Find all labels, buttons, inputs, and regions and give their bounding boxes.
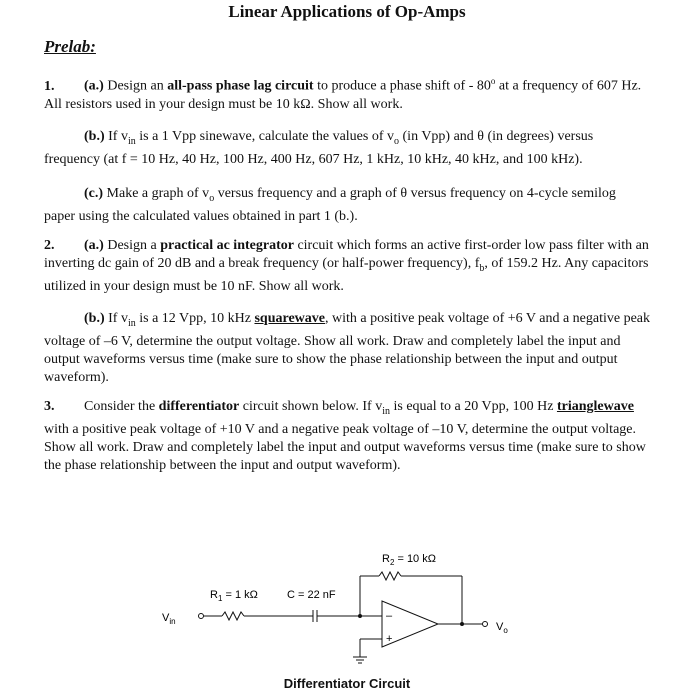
circuit-caption: Differentiator Circuit xyxy=(283,676,411,691)
q2b-text2: is a 12 Vpp, 10 kHz xyxy=(139,311,251,326)
q1a-text3: at a frequency of 607 Hz. All resistors used in your design must be 10 kΩ. Show all work. xyxy=(44,78,642,112)
q1-number: 1. xyxy=(44,78,55,94)
q2a-text2: circuit which forms an active first-order low pass filter with an inverting dc gain of 20 dB and a break frequency (or half-power frequency), f xyxy=(44,238,649,271)
q3-bold: differentiator xyxy=(158,399,240,414)
q1b-sub2: o xyxy=(394,135,400,147)
q1b-text3: (in Vpp) and θ (in degrees) versus frequency (at f = 10 Hz, 40 Hz, 100 Hz, 400 Hz, 607 Hz, 1 kHz, 10 kHz, 40 kHz, and 100 kHz). xyxy=(44,129,594,167)
page-title: Linear Applications of Op-Amps xyxy=(228,2,466,21)
op-amp-minus: – xyxy=(386,610,393,622)
r2-label: $R_2 = 10$ kΩ xyxy=(382,553,436,567)
q3-bold2: trianglewave xyxy=(556,399,634,414)
q3-paragraph xyxy=(44,398,650,475)
q2a-paragraph xyxy=(44,237,650,296)
vo-label: $V_o$ xyxy=(496,621,508,635)
q1a-label: (a.) xyxy=(84,78,104,94)
q2a-bold: practical ac integrator xyxy=(160,238,294,253)
q1b-text1: If v xyxy=(108,129,128,144)
q2b-text3: , with a positive peak voltage of +6 V and a negative peak voltage of –6 V, determine the output voltage. Show all work. Draw and completely label the input and output waveforms versus time (make sure to show the phase relationship between the input and output waveform). xyxy=(44,311,651,385)
differentiator-circuit xyxy=(150,545,530,673)
q3-sub: in xyxy=(382,405,390,417)
q3-text3: is equal to a 20 Vpp, 100 Hz xyxy=(393,399,554,414)
q1a-text2: to produce a phase shift of - 80 xyxy=(317,78,491,94)
q1a-paragraph xyxy=(44,72,650,114)
q1c-text1: Make a graph of v xyxy=(106,186,210,201)
q2a-text1: Design a xyxy=(107,238,157,253)
q1c-text2: versus frequency and a graph of θ versus frequency on 4-cycle semilog paper using the calculated values obtained in part 1 (b.). xyxy=(44,186,616,224)
q2a-sub: b xyxy=(479,262,485,274)
q1a-bold: all-pass phase lag circuit xyxy=(167,78,314,94)
q3-text2: circuit shown below. If v xyxy=(242,399,383,414)
q1a-text1: Design an xyxy=(107,78,164,94)
c-label: C = 22 nF xyxy=(287,589,336,601)
q1a-degree: o xyxy=(490,76,496,86)
q1c-paragraph xyxy=(44,185,650,226)
q1c-sub: o xyxy=(209,192,215,204)
q2a-label: (a.) xyxy=(84,238,104,253)
vo-terminal xyxy=(483,622,488,627)
q2b-sub: in xyxy=(127,317,136,329)
q1b-text2: is a 1 Vpp sinewave, calculate the values of v xyxy=(139,129,395,144)
vin-label: $V_{in}$ xyxy=(162,612,176,626)
prelab-heading: Prelab: xyxy=(44,37,96,56)
r2-resistor xyxy=(379,572,401,580)
op-amp-plus: + xyxy=(386,633,393,645)
q2b-label: (b.) xyxy=(84,311,105,326)
r1-label: $R_1 = 1$ kΩ xyxy=(210,589,258,603)
junction-dot-output xyxy=(460,622,464,626)
q3-text1: Consider the xyxy=(84,399,156,414)
q1b-label: (b.) xyxy=(84,129,105,144)
junction-dot-input xyxy=(358,614,362,618)
q3-number: 3. xyxy=(44,399,55,414)
q3-text4: with a positive peak voltage of +10 V and a negative peak voltage of –10 V, determine the output voltage. Show all work. Draw and completely label the input and output waveforms versus time (make sure to show the phase relationship between the input and output waveform). xyxy=(44,421,646,473)
q2a-text3: , of 159.2 Hz. Any capacitors utilized in your design must be 10 nF. Show all work. xyxy=(44,256,649,294)
q1b-paragraph xyxy=(44,128,650,169)
q1c-label: (c.) xyxy=(84,186,104,201)
vin-terminal xyxy=(199,614,204,619)
q1b-sub1: in xyxy=(127,135,136,147)
r1-resistor xyxy=(222,612,244,620)
q2b-text1: If v xyxy=(108,311,128,326)
q2b-paragraph xyxy=(44,310,650,387)
q2b-bold: squarewave xyxy=(254,311,325,326)
q2-number: 2. xyxy=(44,238,55,253)
